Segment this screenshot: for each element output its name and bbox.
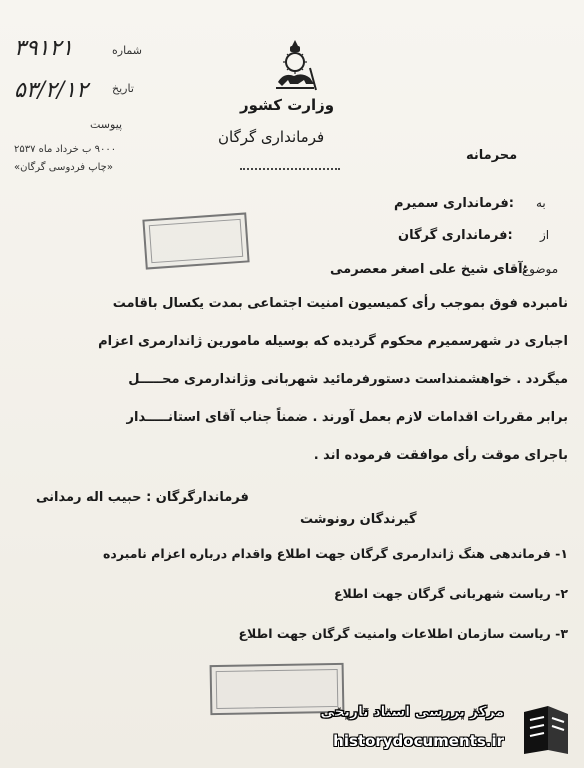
signature-line: فرماندارگرگان : حبیب اله رمدانی — [36, 490, 249, 505]
watermark-logo — [274, 702, 574, 762]
from-label: از — [540, 228, 550, 242]
received-stamp — [142, 212, 249, 269]
archive-logo-icon — [518, 702, 574, 758]
governorate-title: فرمانداری گرگان — [218, 128, 325, 146]
copies-list — [20, 546, 568, 666]
to-label: به — [536, 196, 546, 210]
number-value: ۳۹۱۲۱ — [14, 36, 74, 61]
body-text — [20, 296, 568, 486]
classification-label: محرمانه — [466, 148, 518, 163]
copy-item: ۳- ریاست سازمان اطلاعات وامنیت گرگان جهت اطلاع — [238, 626, 568, 641]
copy-item: ۱- فرماندهی هنگ ژاندارمری گرگان جهت اطلاع واقدام درباره اعزام نامبرده — [103, 546, 568, 561]
to-value: :فرمانداری سمیرم — [394, 196, 514, 211]
date-label: تاریخ — [112, 82, 134, 95]
lion-and-sun-emblem — [270, 38, 320, 94]
title-divider — [240, 168, 340, 170]
body-line: اجباری در شهرسمیرم محکوم گردیده که بوسیله مامورین ژاندارمری اعزام — [98, 334, 568, 349]
number-label: شماره — [112, 44, 143, 57]
copy-item: ۲- ریاست شهربانی گرگان جهت اطلاع — [333, 586, 568, 601]
watermark-en: historydocuments.ir — [333, 732, 504, 750]
watermark-fa: مرکز بررسی اسناد تاریخی — [320, 704, 504, 720]
print-note: ۹۰۰۰ ب خرداد ماه ۲۵۳۷ — [14, 144, 117, 155]
ministry-title: وزارت کشور — [240, 96, 335, 114]
subject-label: موضوع — [522, 262, 559, 276]
copies-title: گیرندگان رونوشت — [300, 512, 417, 527]
body-line: میگردد . خواهشمنداست دستورفرمائید شهربانی وژاندارمری محـــــل — [128, 372, 568, 387]
body-line: نامبرده فوق بموجب رأی کمیسیون امنیت اجتماعی بمدت یکسال باقامت — [112, 296, 568, 311]
attachment-label: پیوست — [90, 118, 123, 131]
from-value: :فرمانداری گرگان — [398, 228, 513, 243]
date-value: ۵۳/۲/۱۲ — [14, 78, 88, 103]
subject-value: :آقای شیخ علی اصغر معصرمی — [330, 262, 528, 277]
body-line: برابر مقررات اقدامات لازم بعمل آورند . ضمناً جناب آقای استانـــــدار — [126, 410, 568, 425]
printer-note: «چاپ فردوسی گرگان» — [14, 162, 113, 173]
body-line: باجرای موقت رأی موافقت فرموده اند . — [313, 448, 568, 463]
